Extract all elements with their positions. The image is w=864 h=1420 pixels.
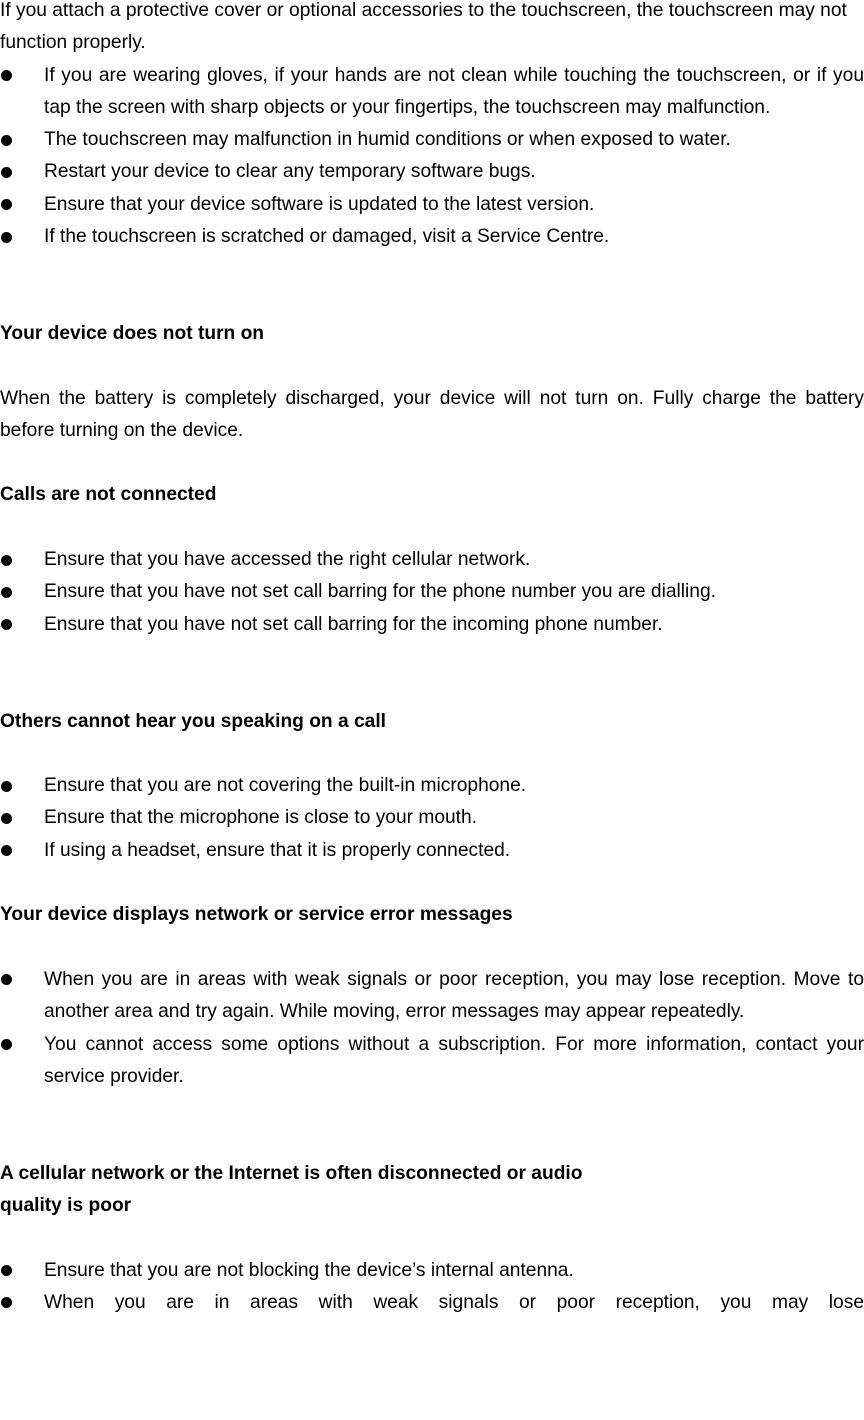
bullet-icon xyxy=(1,1039,12,1050)
list-item xyxy=(0,189,864,221)
section-heading-disconnected-line2: quality is poor xyxy=(0,1194,132,1216)
section-heading-disconnected-line1: A cellular network or the Internet is often disconnected or audio xyxy=(0,1162,583,1184)
bullet-icon xyxy=(1,813,12,824)
list-item-text: Ensure that you have not set call barring for the incoming phone number. xyxy=(44,613,663,635)
list-item-text: Ensure that you have accessed the right cellular network. xyxy=(44,549,531,571)
bullet-icon xyxy=(1,232,12,243)
calls-bullet-list xyxy=(0,544,864,641)
list-item-text: Ensure that you have not set call barring for the phone number you are dialling. xyxy=(44,581,716,603)
intro-paragraph: If you attach a protective cover or optional accessories to the touchscreen, the touchscreen may not function properly. xyxy=(0,0,847,54)
list-item xyxy=(0,770,864,802)
list-item xyxy=(0,835,864,867)
list-item-text: When you are in areas with weak signals or poor reception, you may lose reception. Move to another area and try again. While moving, error messages may appear repeatedly. xyxy=(44,968,864,1023)
list-item xyxy=(0,1255,864,1287)
bullet-icon xyxy=(1,135,12,146)
list-item-text: If you are wearing gloves, if your hands are not clean while touching the touchscreen, or if you tap the screen with sharp objects or your fingertips, the touchscreen may malfunction. xyxy=(44,64,864,118)
hearing-bullet-list xyxy=(0,770,864,867)
section-heading-cannot-hear: Others cannot hear you speaking on a call xyxy=(0,710,386,732)
bullet-icon xyxy=(1,974,12,985)
bullet-icon xyxy=(1,199,12,210)
list-item xyxy=(0,802,864,834)
list-item xyxy=(0,60,864,125)
list-item-text: When you are in areas with weak signals or poor reception, you may lose xyxy=(44,1291,864,1313)
list-item-text: Ensure that your device software is updated to the latest version. xyxy=(44,193,595,215)
bullet-icon xyxy=(1,845,12,856)
list-item xyxy=(0,964,864,1029)
list-item xyxy=(0,221,864,253)
bullet-icon xyxy=(1,619,12,630)
section-heading-network-errors: Your device displays network or service error messages xyxy=(0,904,513,926)
list-item xyxy=(0,544,864,576)
section-heading-calls-not-connected: Calls are not connected xyxy=(0,484,217,506)
bullet-icon xyxy=(1,781,12,792)
disconnected-bullet-list xyxy=(0,1255,864,1320)
section-paragraph-device-not-on: When the battery is completely discharged, your device will not turn on. Fully charge the battery before turning on the device. xyxy=(0,387,864,441)
list-item xyxy=(0,156,864,188)
list-item xyxy=(0,1287,864,1319)
list-item xyxy=(0,124,864,156)
bullet-icon xyxy=(1,587,12,598)
list-item xyxy=(0,609,864,641)
list-item-text: Ensure that you are not covering the built-in microphone. xyxy=(44,775,527,797)
list-item-text: Ensure that the microphone is close to your mouth. xyxy=(44,807,478,829)
bullet-icon xyxy=(1,70,12,81)
bullet-icon xyxy=(1,167,12,178)
list-item-text: Ensure that you are not blocking the device’s internal antenna. xyxy=(44,1259,574,1281)
list-item xyxy=(0,576,864,608)
list-item-text: If the touchscreen is scratched or damaged, visit a Service Centre. xyxy=(44,226,610,248)
list-item-text: The touchscreen may malfunction in humid conditions or when exposed to water. xyxy=(44,129,731,151)
section-heading-device-not-on: Your device does not turn on xyxy=(0,322,265,344)
bullet-icon xyxy=(1,1297,12,1308)
list-item xyxy=(0,1029,864,1094)
bullet-icon xyxy=(1,1265,12,1276)
list-item-text: Restart your device to clear any temporary software bugs. xyxy=(44,161,536,183)
network-errors-bullet-list xyxy=(0,964,864,1093)
touchscreen-bullet-list xyxy=(0,60,864,254)
list-item-text: If using a headset, ensure that it is properly connected. xyxy=(44,839,511,861)
list-item-text: You cannot access some options without a subscription. For more information, contact your service provider. xyxy=(44,1033,864,1087)
bullet-icon xyxy=(1,555,12,566)
